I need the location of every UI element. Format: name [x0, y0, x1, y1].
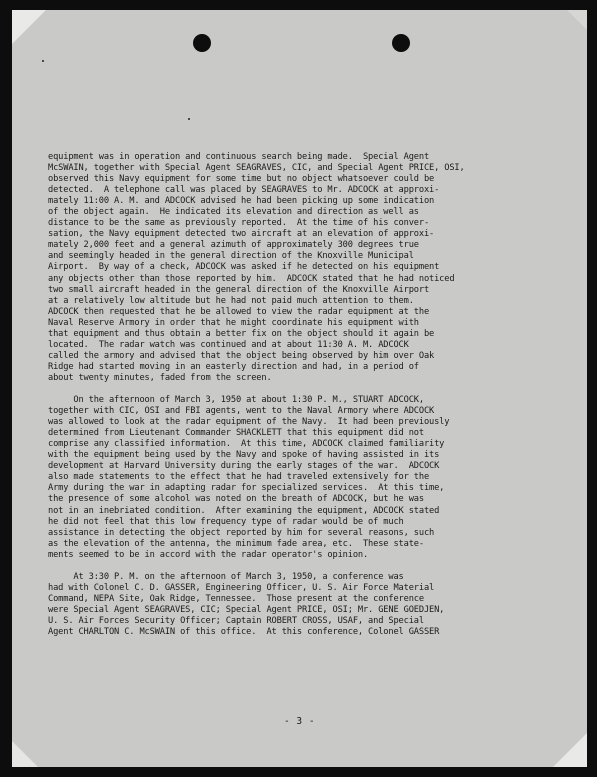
text-line: not in an inebriated condition. After examining the equipment, ADCOCK stated [48, 505, 440, 516]
text-line: determined from Lieutenant Commander SHACKLETT that this equipment did not [48, 428, 424, 439]
text-line: mately 11:00 A. M. and ADCOCK advised he had been picking up some indication [48, 196, 435, 207]
text-line: two small aircraft headed in the general direction of the Knoxville Airport [48, 284, 430, 295]
text-line: at a relatively low altitude but he had not paid much attention to them. [48, 295, 414, 306]
text-line: equipment was in operation and continuous search being made. Special Agent [48, 152, 430, 162]
text-line: were Special Agent SEAGRAVES, CIC; Special Agent PRICE, OSI; Mr. GENE GOEDJEN, [48, 604, 445, 615]
paragraph [48, 572, 558, 638]
text-line: ments seemed to be in accord with the radar operator's opinion. [48, 549, 369, 560]
text-line: together with CIC, OSI and FBI agents, went to the Naval Armory where ADCOCK [48, 406, 435, 417]
text-line: Agent CHARLTON C. McSWAIN of this office. At this conference, Colonel GASSER [48, 627, 440, 638]
text-line: comprise any classified information. At this time, ADCOCK claimed familiarity [48, 439, 445, 450]
text-line: he did not feel that this low frequency type of radar would be of much [48, 516, 404, 527]
text-line: and seemingly headed in the general direction of the Knoxville Municipal [48, 251, 414, 262]
text-line: development at Harvard University during the early stages of the war. ADCOCK [48, 461, 440, 472]
text-line: called the armory and advised that the object being observed by him over Oak [48, 350, 435, 361]
folded-corner-bottom-left [12, 741, 38, 767]
scan-speck [42, 60, 44, 62]
scan-speck [188, 118, 190, 120]
text-line: ADCOCK then requested that he be allowed to view the radar equipment at the [48, 306, 430, 317]
text-line: U. S. Air Forces Security Officer; Captain ROBERT CROSS, USAF, and Special [48, 615, 424, 626]
text-line: any objects other than those reported by him. ADCOCK stated that he had noticed [48, 273, 455, 284]
punch-hole-left [193, 34, 211, 52]
text-line: as the elevation of the antenna, the minimum fade area, etc. These state- [48, 538, 424, 549]
text-line: At 3:30 P. M. on the afternoon of March 3, 1950, a conference was [48, 571, 404, 582]
text-line: detected. A telephone call was placed by SEAGRAVES to Mr. ADCOCK at approxi- [48, 185, 440, 196]
text-line: of the object again. He indicated its elevation and direction as well as [48, 207, 419, 218]
text-line: mately 2,000 feet and a general azimuth of approximately 300 degrees true [48, 240, 419, 251]
text-line: about twenty minutes, faded from the screen. [48, 372, 272, 383]
text-line: Command, NEPA Site, Oak Ridge, Tennessee. Those present at the conference [48, 593, 424, 604]
text-line: Naval Reserve Armory in order that he might coordinate his equipment with [48, 317, 419, 328]
paragraph [48, 152, 558, 384]
text-line: McSWAIN, together with Special Agent SEAGRAVES, CIC, and Special Agent PRICE, OSI, [48, 163, 465, 174]
text-line: On the afternoon of March 3, 1950 at about 1:30 P. M., STUART ADCOCK, [48, 395, 424, 406]
text-line: with the equipment being used by the Navy and spoke of having assisted in its [48, 450, 440, 461]
text-line: the presence of some alcohol was noted on the breath of ADCOCK, but he was [48, 494, 424, 505]
paragraph [48, 395, 558, 561]
folded-corner-top-left [12, 10, 46, 44]
text-line: Ridge had started moving in an easterly direction and had, in a period of [48, 361, 419, 372]
text-line: Army during the war in adapting radar for specialized services. At this time, [48, 483, 445, 494]
punch-hole-right [392, 34, 410, 52]
folded-corner-top-right [567, 10, 587, 30]
folded-corner-bottom-right [553, 733, 587, 767]
text-line: observed this Navy equipment for some time but no object whatsoever could be [48, 174, 435, 185]
document-page [12, 10, 587, 767]
text-line: sation, the Navy equipment detected two aircraft at an elevation of approxi- [48, 229, 435, 240]
text-line: assistance in detecting the object reported by him for several reasons, such [48, 527, 435, 538]
text-line: also made statements to the effect that he had traveled extensively for the [48, 472, 430, 483]
document-body [48, 152, 558, 638]
text-line: located. The radar watch was continued and at about 11:30 A. M. ADCOCK [48, 339, 409, 350]
page-number: - 3 - [283, 716, 316, 727]
text-line: distance to be the same as previously reported. At the time of his conver- [48, 218, 430, 229]
text-line: had with Colonel C. D. GASSER, Engineering Officer, U. S. Air Force Material [48, 582, 435, 593]
text-line: that equipment and thus obtain a better fix on the object should it again be [48, 328, 435, 339]
text-line: was allowed to look at the radar equipment of the Navy. It had been previously [48, 417, 450, 428]
text-line: Airport. By way of a check, ADCOCK was asked if he detected on his equipment [48, 262, 440, 273]
